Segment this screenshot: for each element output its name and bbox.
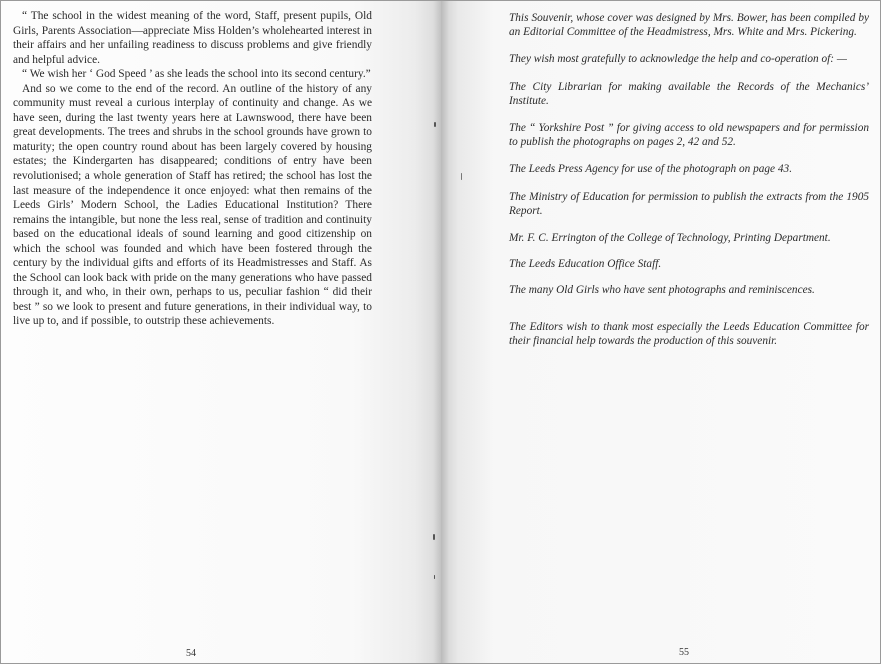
paper-speck: [433, 534, 435, 540]
editors-thanks: The Editors wish to thank most especially the Leeds Education Committee for their financial help towards the production of this souvenir.: [509, 320, 869, 347]
page-number-left: 54: [186, 648, 196, 659]
acknowledgement-item: The “ Yorkshire Post ” for giving access to old newspapers and for permission to publish the photographs on pages 2, 42 and 52.: [509, 122, 869, 149]
acknowledgement-item: The Leeds Education Office Staff.: [509, 258, 662, 271]
acknowledgement-item: The Ministry of Education for permission to publish the extracts from the 1905 Report.: [509, 190, 869, 217]
paper-speck: [461, 173, 462, 180]
acknowledgement-item: The City Librarian for making available the Records of the Mechanics’ Institute.: [509, 80, 869, 107]
page-number-right: 55: [679, 647, 689, 658]
acknowledgement-item: The Leeds Press Agency for use of the photograph on page 43.: [509, 163, 793, 176]
acknowledgements-text: [509, 11, 869, 348]
quote-paragraph: “ The school in the widest meaning of the word, Staff, present pupils, Old Girls, Parents Association—appreciate Miss Holden’s wholehearted interest in their affairs and her unfailing readiness to discuss problems and give friendly and helpful advice.: [13, 10, 372, 66]
paper-speck: [434, 575, 435, 579]
acknowledgement-item: Mr. F. C. Errington of the College of Technology, Printing Department.: [509, 232, 831, 245]
right-page: [441, 1, 880, 663]
god-speed-paragraph: “ We wish her ‘ God Speed ’ as she leads the school into its second century.”: [22, 68, 371, 81]
paper-speck: [434, 122, 436, 127]
closing-paragraph: And so we come to the end of the record. An outline of the history of any community must reveal a curious interplay of continuity and change. As we have seen, during the last twenty years here at Lawnswood, there have been great developments. The trees and shrubs in the school grounds have grown to maturity; the open country round about has been largely covered by housing estates; the Kindergarten has disappeared; conditions of entry have been revolutionised; a whole generation of Staff has retired; the school has lost the last measure of the independence it once enjoyed: what then remains of the Leeds Girls’ Modern School, the Ladies Educational Institution? There remains the intangible, but none the less real, sense of tradition and continuity based on the educational ideals of sound learning and good citizenship on which the school was founded and which have been fostered through the century by the individual gifts and efforts of its Headmistresses and Staff. As the School can look back with pride on the many generations who have passed through it, and who, in their own, perhaps to us, peculiar fashion “ did their best ” so we look to present and future generations, in their individual way, to live up to, and if possible, to outstrip these achievements.: [13, 82, 372, 328]
acknowledgement-intro: They wish most gratefully to acknowledge the help and co-operation of: —: [509, 53, 847, 66]
acknowledgement-item: The many Old Girls who have sent photographs and reminiscences.: [509, 284, 815, 297]
left-page-text: [13, 9, 372, 329]
souvenir-credit: This Souvenir, whose cover was designed by Mrs. Bower, has been compiled by an Editorial Committee of the Headmistress, Mrs. White and Mrs. Pickering.: [509, 12, 869, 39]
left-page: [1, 1, 441, 663]
